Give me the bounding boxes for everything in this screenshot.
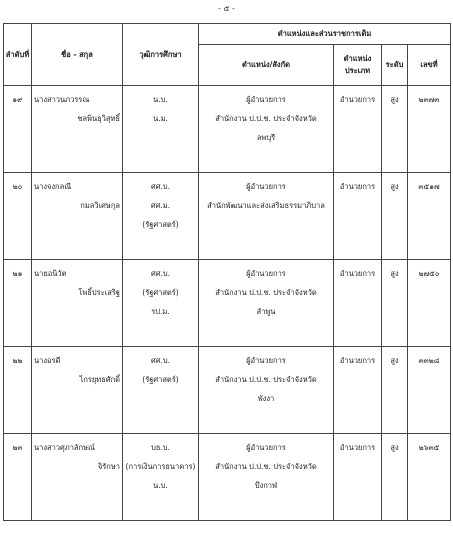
row-unit-line: ผู้อำนวยการ xyxy=(246,182,286,191)
row-unit-line: ผู้อำนวยการ xyxy=(246,356,286,365)
row-unit-line: สำนักพัฒนาและส่งเสริมธรรมาภิบาล xyxy=(207,201,325,210)
row-level: สูง xyxy=(390,95,399,104)
row-unit-line: สำนักงาน ป.ป.ช. ประจำจังหวัด xyxy=(215,288,317,297)
row-unit-line: สำนักงาน ป.ป.ช. ประจำจังหวัด xyxy=(215,375,317,384)
row-level: สูง xyxy=(390,356,399,365)
row-unit-line: ผู้อำนวยการ xyxy=(246,443,286,452)
row-first-name: นายอนิวัต xyxy=(34,269,67,278)
row-unit-line: ลำพูน xyxy=(256,307,276,316)
row-level: สูง xyxy=(390,443,399,452)
row-level: สูง xyxy=(390,269,399,278)
table-row xyxy=(4,86,451,173)
row-number: ๓๕๑๗ xyxy=(418,182,440,191)
header-education: วุฒิการศึกษา xyxy=(123,24,199,86)
row-unit-line: บึงกาฬ xyxy=(254,481,278,490)
row-number: ๒๖๓๕ xyxy=(418,443,440,452)
row-order: ๒๒ xyxy=(12,356,23,365)
row-edu-line: ศศ.บ. xyxy=(150,269,171,278)
row-order: ๒๓ xyxy=(12,443,23,452)
row-edu-line: (รัฐศาสตร์) xyxy=(142,288,179,297)
row-edu-line: (รัฐศาสตร์) xyxy=(142,220,179,229)
row-first-name: นางสาวศุภาลักษณ์ xyxy=(34,443,95,452)
table-row xyxy=(4,347,451,434)
header-type: ตำแหน่งประเภท xyxy=(334,45,382,86)
appointment-table xyxy=(3,23,451,521)
row-last-name: จิรักษา xyxy=(97,462,120,471)
row-order: ๑๙ xyxy=(12,95,23,104)
row-edu-line: (รัฐศาสตร์) xyxy=(142,375,179,384)
row-last-name: โพธิ์ประเสริฐ xyxy=(78,288,120,297)
row-type: อำนวยการ xyxy=(339,95,376,104)
row-number: ๓๓๒๘ xyxy=(418,356,440,365)
table-row xyxy=(4,260,451,347)
row-first-name: นางอรดี xyxy=(34,356,61,365)
header-group: ตำแหน่งและส่วนราชการเดิม xyxy=(199,24,451,45)
row-edu-line: น.บ. xyxy=(153,95,168,104)
row-unit-line: ผู้อำนวยการ xyxy=(246,269,286,278)
row-type: อำนวยการ xyxy=(339,356,376,365)
row-edu-line: น.บ. xyxy=(153,481,168,490)
header-level: ระดับ xyxy=(382,45,408,86)
header-name: ชื่อ - สกุล xyxy=(32,24,123,86)
header-number: เลขที่ xyxy=(408,45,451,86)
header-position-unit: ตำแหน่ง/สังกัด xyxy=(199,45,334,86)
row-edu-line: น.ม. xyxy=(153,114,168,123)
row-type: อำนวยการ xyxy=(339,443,376,452)
row-number: ๒๓๗๓ xyxy=(418,95,440,104)
row-edu-line: ศศ.บ. xyxy=(150,182,171,191)
row-type: อำนวยการ xyxy=(339,182,376,191)
row-last-name: ไกรยุทธศักดิ์ xyxy=(79,375,120,384)
row-number: ๒๗๕๐ xyxy=(418,269,440,278)
row-edu-line: รป.ม. xyxy=(151,307,170,316)
row-edu-line: ศศ.ม. xyxy=(150,201,171,210)
row-unit-line: ผู้อำนวยการ xyxy=(246,95,286,104)
page-number: - ๕ - xyxy=(218,4,235,13)
row-level: สูง xyxy=(390,182,399,191)
row-unit-line: สำนักงาน ป.ป.ช. ประจำจังหวัด xyxy=(215,462,317,471)
row-unit-line: พังงา xyxy=(257,394,275,403)
row-edu-line: บธ.บ. xyxy=(151,443,170,452)
table-row xyxy=(4,434,451,521)
row-unit-line: สำนักงาน ป.ป.ช. ประจำจังหวัด xyxy=(215,114,317,123)
table-row xyxy=(4,173,451,260)
row-edu-line: (การเงินการธนาคาร) xyxy=(125,462,196,471)
row-last-name: ชลพินธุวิสุทธิ์ xyxy=(77,114,120,123)
row-last-name: กมลวิเศษกุล xyxy=(80,201,120,210)
row-first-name: นางจงกลณี xyxy=(34,182,72,191)
row-type: อำนวยการ xyxy=(339,269,376,278)
row-first-name: นางสาวนภวรรณ xyxy=(34,95,90,104)
header-order: ลำดับที่ xyxy=(4,24,32,86)
row-edu-line: ศศ.บ. xyxy=(150,356,171,365)
row-order: ๒๐ xyxy=(12,182,23,191)
row-order: ๒๑ xyxy=(12,269,23,278)
row-unit-line: ลพบุรี xyxy=(256,133,276,142)
